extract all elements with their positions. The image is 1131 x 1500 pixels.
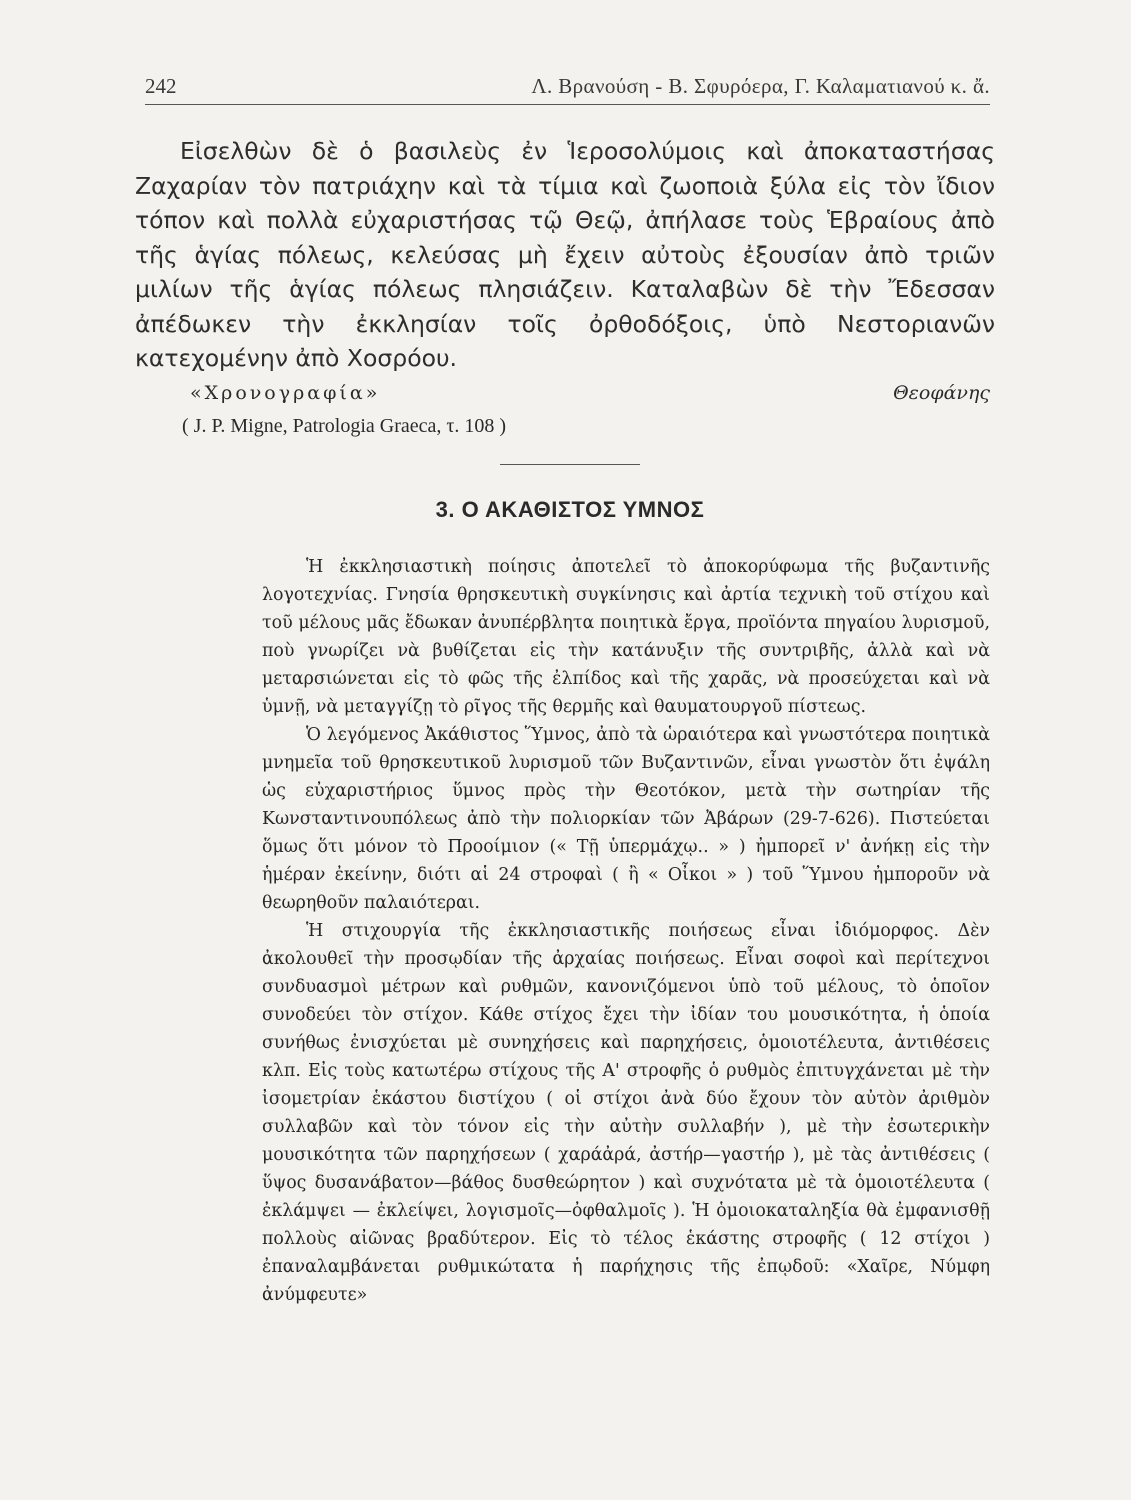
quote-text: Εἰσελθὼν δὲ ὁ βασιλεὺς ἐν Ἱεροσολύμοις καὶ ἀποκαταστήσας Ζαχαρίαν τὸν πατριάχην καὶ τὰ τίμια καὶ ζωοποιὰ ξύλα εἰς τὸν ἴδιον τόπον καὶ πολλὰ εὐχαριστήσας τῷ Θεῷ, ἀπήλασε τοὺς Ἑβραίους ἀπὸ τῆς ἁγίας πόλεως, κελεύσας μὴ ἔχειν αὐτοὺς ἐξουσίαν ἀπὸ τριῶν μιλίων τῆς ἁγίας πόλεως πλησιάζειν. Καταλαβὼν δὲ τὴν Ἔδεσσαν ἀπέδωκεν τὴν ἐκκλησίαν τοῖς ὀρθοδόξοις, ὑπὸ Νεστοριανῶν κατεχομένην ἀπὸ Χοσρόου. bbox=[135, 137, 995, 372]
paragraph-2: Ὁ λεγόμενος Ἀκάθιστος Ὕμνος, ἀπὸ τὰ ὡραιότερα καὶ γνωστότερα ποιητικὰ μνημεῖα τοῦ θρησκευτικοῦ λυρισμοῦ τῶν Βυζαντινῶν, εἶναι γνωστὸν ὅτι ἐψάλη ὡς εὐχαριστήριος ὕμνος πρὸς τὴν Θεοτόκον, μετὰ τὴν σωτηρίαν τῆς Κωνσταντινουπόλεως ἀπὸ τὴν πολιορκίαν τῶν Ἀβάρων (29-7-626). Πιστεύεται ὅμως ὅτι μόνον τὸ Προοίμιον (« Τῇ ὑπερμάχῳ.. » ) ἠμπορεῖ ν' ἀνήκῃ εἰς τὴν ἡμέραν ἐκείνην, διότι αἱ 24 στροφαὶ ( ἢ « Οἶκοι » ) τοῦ Ὕμνου ἠμποροῦν νὰ θεωρηθοῦν παλαιότεραι. bbox=[262, 725, 990, 913]
source-author: Θεοφάνης bbox=[893, 382, 990, 404]
body-text bbox=[262, 553, 990, 1309]
source-reference: ( J. P. Migne, Patrologia Graeca, τ. 108 ) bbox=[182, 415, 507, 437]
page-number: 242 bbox=[145, 74, 177, 98]
paragraph-1: Ἡ ἐκκλησιαστικὴ ποίησις ἀποτελεῖ τὸ ἀποκορύφωμα τῆς βυζαντινῆς λογοτεχνίας. Γνησία θρησκευτικὴ συγκίνησις καὶ ἀρτία τεχνικὴ τοῦ στίχου καὶ τοῦ μέλους μᾶς ἔδωκαν ἀνυπέρβλητα ποιητικὰ ἔργα, προϊόντα πηγαίου λυρισμοῦ, ποὺ γνωρίζει νὰ βυθίζεται εἰς τὴν κατάνυξιν τῆς συντριβῆς, ἀλλὰ καὶ νὰ μεταρσιώνεται εἰς τὸ φῶς τῆς ἐλπίδος καὶ τῆς χαρᾶς, νὰ προσεύχεται καὶ νὰ ὑμνῇ, νὰ μεταγγίζῃ τὸ ρῖγος τῆς θερμῆς καὶ θαυματουργοῦ πίστεως. bbox=[262, 557, 990, 717]
running-head bbox=[145, 70, 990, 105]
section-divider bbox=[500, 464, 640, 465]
paragraph-3: Ἡ στιχουργία τῆς ἐκκλησιαστικῆς ποιήσεως εἶναι ἰδιόμορφος. Δὲν ἀκολουθεῖ τὴν προσῳδίαν τῆς ἀρχαίας ποιήσεως. Εἶναι σοφοὶ καὶ περίτεχνοι συνδυασμοὶ μέτρων καὶ ρυθμῶν, κανονιζόμενοι ὑπὸ τοῦ μέλους, τὸ ὁποῖον συνοδεύει τὸν στίχον. Κάθε στίχος ἔχει τὴν ἰδίαν του μουσικότητα, ἡ ὁποία συνήθως ἐνισχύεται μὲ συνηχήσεις καὶ παρηχήσεις, ὁμοιοτέλευτα, ἀντιθέσεις κλπ. Εἰς τοὺς κατωτέρω στίχους τῆς Α' στροφῆς ὁ ρυθμὸς ἐπιτυγχάνεται μὲ τὴν ἰσομετρίαν ἑκάστου διστίχου ( οἱ στίχοι ἀνὰ δύο ἔχουν τὸν αὐτὸν ἀριθμὸν συλλαβῶν καὶ τὸν τόνον εἰς τὴν αὐτὴν συλλαβήν ), μὲ τὴν ἐσωτερικὴν μουσικότητα τῶν παρηχήσεων ( χαράἀρά, ἀστήρ—γαστήρ ), μὲ τὰς ἀντιθέσεις ( ὕψος δυσανάβατον—βάθος δυσθεώρητον ) καὶ συχνότατα μὲ τὰ ὁμοιοτέλευτα ( ἐκλάμψει — ἐκλείψει, λογισμοῖς—ὀφθαλμοῖς ). Ἡ ὁμοιοκαταληξία θὰ ἐμφανισθῇ πολλοὺς αἰῶνας βραδύτερον. Εἰς τὸ τέλος ἑκάστης στροφῆς ( 12 στίχοι ) ἐπαναλαμβάνεται ρυθμικώτατα ἡ παρήχησις τῆς ἐπῳδοῦ: «Χαῖρε, Νύμφη ἀνύμφευτε» bbox=[262, 921, 990, 1305]
quoted-passage bbox=[135, 134, 995, 376]
source-title: «Χρονογραφία» bbox=[190, 382, 381, 404]
section-heading: 3. Ο ΑΚΑΘΙΣΤΟΣ ΥΜΝΟΣ bbox=[435, 497, 705, 522]
running-head-authors: Λ. Βρανούση - Β. Σφυρόερα, Γ. Καλαματιανού κ. ἄ. bbox=[531, 74, 990, 98]
source-attribution bbox=[190, 382, 990, 408]
